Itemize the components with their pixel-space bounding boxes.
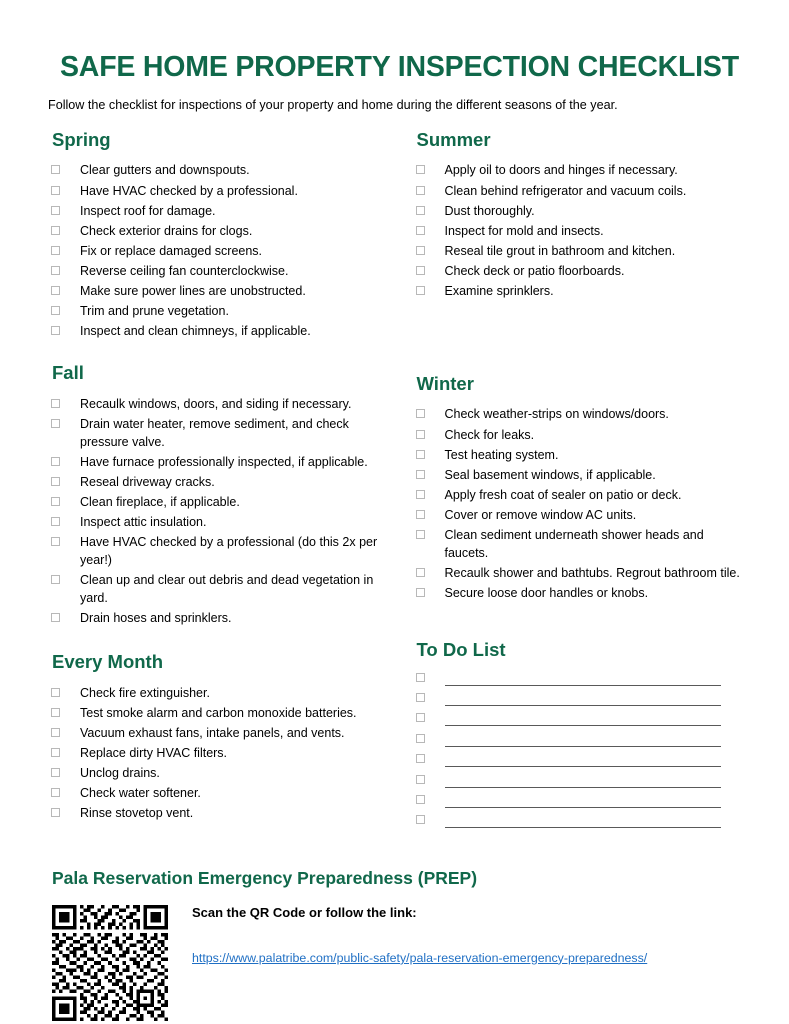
list-item[interactable] [413, 506, 742, 524]
list-item[interactable] [48, 262, 381, 280]
prep-title: Pala Reservation Emergency Preparedness (PREP) [52, 867, 478, 888]
empty-checkbox-icon[interactable] [416, 713, 425, 722]
empty-checkbox-icon[interactable] [416, 286, 425, 295]
list-item-label: Rinse stovetop vent. [80, 806, 194, 821]
section-title-every-month: Every Month [52, 651, 164, 673]
list-item[interactable] [413, 222, 742, 240]
section-summer [413, 130, 742, 300]
qr-code-wrapper [52, 901, 170, 1021]
list-item[interactable] [48, 395, 381, 413]
empty-checkbox-icon[interactable] [51, 477, 60, 486]
list-item[interactable] [48, 242, 381, 260]
list-item-label: Inspect and clean chimneys, if applicable. [80, 324, 311, 339]
section-title-fall: Fall [52, 362, 84, 384]
list-item-label: Clean behind refrigerator and vacuum coils. [444, 183, 687, 198]
empty-checkbox-icon[interactable] [51, 537, 60, 546]
empty-checkbox-icon[interactable] [416, 409, 425, 418]
list-item[interactable] [48, 202, 381, 220]
empty-checkbox-icon[interactable] [416, 815, 425, 824]
list-item-label: Check deck or patio floorboards. [444, 263, 625, 278]
empty-checkbox-icon[interactable] [416, 568, 425, 577]
list-item[interactable] [413, 526, 742, 562]
section-fall [48, 363, 381, 627]
list-item-label: Test smoke alarm and carbon monoxide batteries. [80, 705, 357, 720]
empty-checkbox-icon[interactable] [51, 688, 60, 697]
list-item-label: Replace dirty HVAC filters. [80, 746, 228, 761]
section-todo-list [413, 640, 742, 834]
checklist-columns [48, 130, 741, 835]
empty-checkbox-icon[interactable] [416, 734, 425, 743]
list-item[interactable] [413, 242, 742, 260]
list-item-label: Seal basement windows, if applicable. [444, 467, 656, 482]
list-item-label: Clear gutters and downspouts. [80, 163, 250, 178]
empty-checkbox-icon[interactable] [51, 728, 60, 737]
left-column [48, 130, 395, 835]
list-item-label: Clean up and clear out debris and dead vegetation in yard. [80, 573, 374, 606]
prep-footer [48, 869, 741, 1021]
list-item[interactable] [413, 202, 742, 220]
empty-checkbox-icon[interactable] [51, 206, 60, 215]
list-item-label: Dust thoroughly. [444, 203, 535, 218]
empty-checkbox-icon[interactable] [416, 510, 425, 519]
list-item-label: Recaulk windows, doors, and siding if necessary. [80, 396, 352, 411]
list-item[interactable] [413, 405, 742, 423]
empty-checkbox-icon[interactable] [416, 673, 425, 682]
empty-checkbox-icon[interactable] [51, 748, 60, 757]
empty-checkbox-icon[interactable] [416, 754, 425, 763]
write-in-line[interactable] [445, 746, 722, 747]
list-item-label: Cover or remove window AC units. [444, 507, 637, 522]
empty-checkbox-icon[interactable] [416, 530, 425, 539]
list-item[interactable] [413, 262, 742, 280]
list-item[interactable] [48, 704, 381, 722]
empty-checkbox-icon[interactable] [51, 186, 60, 195]
list-item-label: Have HVAC checked by a professional (do this 2x per year!) [80, 535, 378, 568]
empty-checkbox-icon[interactable] [416, 470, 425, 479]
list-item[interactable] [48, 804, 381, 822]
todo-row[interactable] [413, 814, 742, 834]
list-item-label: Apply fresh coat of sealer on patio or deck. [444, 487, 682, 502]
write-in-line[interactable] [445, 787, 722, 788]
list-item[interactable] [48, 182, 381, 200]
spacer [413, 604, 742, 640]
list-item[interactable] [48, 533, 381, 569]
page-title: SAFE HOME PROPERTY INSPECTION CHECKLIST [60, 51, 739, 83]
list-item[interactable] [48, 571, 381, 607]
todo-row[interactable] [413, 774, 742, 794]
list-item[interactable] [48, 302, 381, 320]
list-item-label: Trim and prune vegetation. [80, 304, 229, 319]
list-item-label: Have furnace professionally inspected, if applicable. [80, 454, 368, 469]
empty-checkbox-icon[interactable] [51, 613, 60, 622]
list-item[interactable] [48, 322, 381, 340]
empty-checkbox-icon[interactable] [416, 693, 425, 702]
empty-checkbox-icon[interactable] [51, 457, 60, 466]
list-item-label: Check fire extinguisher. [80, 685, 210, 700]
empty-checkbox-icon[interactable] [51, 575, 60, 584]
empty-checkbox-icon[interactable] [51, 165, 60, 174]
empty-checkbox-icon[interactable] [51, 708, 60, 717]
list-item[interactable] [48, 282, 381, 300]
list-item-label: Unclog drains. [80, 766, 160, 781]
prep-link[interactable]: https://www.palatribe.com/public-safety/pala-reservation-emergency-preparedness/ [192, 950, 648, 965]
list-item-label: Clean fireplace, if applicable. [80, 494, 240, 509]
list-item[interactable] [48, 744, 381, 762]
empty-checkbox-icon[interactable] [51, 788, 60, 797]
spacer [48, 629, 381, 652]
empty-checkbox-icon[interactable] [416, 795, 425, 804]
list-item[interactable] [413, 426, 742, 444]
list-item[interactable] [413, 446, 742, 464]
todo-row[interactable] [413, 672, 742, 692]
todo-row[interactable] [413, 753, 742, 773]
list-item-label: Have HVAC checked by a professional. [80, 183, 298, 198]
checklist-spring [48, 161, 381, 340]
list-item-label: Clean sediment underneath shower heads and faucets. [444, 527, 704, 560]
list-item[interactable] [48, 724, 381, 742]
write-in-line[interactable] [445, 725, 722, 726]
list-item-label: Apply oil to doors and hinges if necessary. [444, 163, 678, 178]
list-item-label: Reseal tile grout in bathroom and kitchen. [444, 243, 676, 258]
empty-checkbox-icon[interactable] [51, 326, 60, 335]
prep-scan-instruction: Scan the QR Code or follow the link: [192, 904, 417, 920]
empty-checkbox-icon[interactable] [416, 490, 425, 499]
list-item[interactable] [48, 222, 381, 240]
write-in-line[interactable] [445, 705, 722, 706]
list-item-label: Examine sprinklers. [444, 283, 554, 298]
list-item[interactable] [48, 684, 381, 702]
list-item-label: Fix or replace damaged screens. [80, 243, 263, 258]
empty-checkbox-icon[interactable] [416, 206, 425, 215]
list-item[interactable] [48, 473, 381, 491]
write-in-line[interactable] [445, 827, 722, 828]
list-item[interactable] [48, 764, 381, 782]
checklist-fall [48, 395, 381, 628]
section-every-month [48, 652, 381, 822]
empty-checkbox-icon[interactable] [416, 450, 425, 459]
list-item[interactable] [48, 453, 381, 471]
list-item-label: Drain water heater, remove sediment, and check pressure valve. [80, 416, 349, 449]
list-item[interactable] [413, 564, 742, 582]
list-item[interactable] [413, 584, 742, 602]
list-item[interactable] [413, 486, 742, 504]
page-subtitle: Follow the checklist for inspections of your property and home during the different seasons of the year. [48, 98, 618, 113]
empty-checkbox-icon[interactable] [51, 266, 60, 275]
empty-checkbox-icon[interactable] [416, 588, 425, 597]
checklist-summer [413, 161, 742, 300]
list-item-label: Inspect attic insulation. [80, 515, 207, 530]
write-in-line[interactable] [445, 766, 722, 767]
list-item[interactable] [48, 415, 381, 451]
list-item[interactable] [413, 182, 742, 200]
empty-checkbox-icon[interactable] [51, 808, 60, 817]
list-item-label: Check for leaks. [444, 427, 535, 442]
list-item-label: Vacuum exhaust fans, intake panels, and vents. [80, 725, 345, 740]
list-item[interactable] [48, 161, 381, 179]
todo-row[interactable] [413, 712, 742, 732]
list-item-label: Inspect for mold and insects. [444, 223, 604, 238]
list-item-label: Check water softener. [80, 786, 201, 801]
empty-checkbox-icon[interactable] [51, 226, 60, 235]
empty-checkbox-icon[interactable] [416, 775, 425, 784]
list-item[interactable] [413, 282, 742, 300]
list-item[interactable] [413, 161, 742, 179]
todo-row[interactable] [413, 794, 742, 814]
write-in-line[interactable] [445, 807, 722, 808]
list-item-label: Recaulk shower and bathtubs. Regrout bathroom tile. [444, 566, 740, 581]
empty-checkbox-icon[interactable] [51, 419, 60, 428]
list-item[interactable] [48, 513, 381, 531]
checklist-winter [413, 405, 742, 602]
empty-checkbox-icon[interactable] [416, 165, 425, 174]
checklist-todo [413, 672, 742, 835]
list-item-label: Make sure power lines are unobstructed. [80, 283, 306, 298]
list-item[interactable] [413, 466, 742, 484]
prep-body [52, 901, 741, 1021]
empty-checkbox-icon[interactable] [51, 517, 60, 526]
section-winter [413, 374, 742, 602]
empty-checkbox-icon[interactable] [416, 246, 425, 255]
empty-checkbox-icon[interactable] [51, 306, 60, 315]
empty-checkbox-icon[interactable] [416, 430, 425, 439]
list-item-label: Check exterior drains for clogs. [80, 223, 253, 238]
empty-checkbox-icon[interactable] [51, 399, 60, 408]
section-title-summer: Summer [416, 129, 491, 151]
write-in-line[interactable] [445, 685, 722, 686]
list-item[interactable] [48, 609, 381, 627]
qr-code-icon[interactable] [52, 905, 168, 1021]
empty-checkbox-icon[interactable] [51, 768, 60, 777]
empty-checkbox-icon[interactable] [416, 226, 425, 235]
section-title-spring: Spring [52, 129, 111, 151]
empty-checkbox-icon[interactable] [416, 186, 425, 195]
list-item-label: Drain hoses and sprinklers. [80, 611, 232, 626]
section-spring [48, 130, 381, 340]
prep-text-block [170, 901, 741, 967]
section-title-todo-list: To Do List [416, 639, 506, 661]
list-item-label: Check weather-strips on windows/doors. [444, 407, 669, 422]
todo-row[interactable] [413, 692, 742, 712]
list-item[interactable] [48, 784, 381, 802]
checklist-every-month [48, 684, 381, 823]
list-item-label: Reverse ceiling fan counterclockwise. [80, 263, 289, 278]
empty-checkbox-icon[interactable] [416, 266, 425, 275]
list-item-label: Reseal driveway cracks. [80, 474, 215, 489]
right-column [395, 130, 742, 835]
list-item[interactable] [48, 493, 381, 511]
list-item-label: Inspect roof for damage. [80, 203, 216, 218]
empty-checkbox-icon[interactable] [51, 246, 60, 255]
todo-row[interactable] [413, 733, 742, 753]
spacer [48, 342, 381, 363]
empty-checkbox-icon[interactable] [51, 286, 60, 295]
list-item-label: Secure loose door handles or knobs. [444, 586, 649, 601]
empty-checkbox-icon[interactable] [51, 497, 60, 506]
section-title-winter: Winter [416, 373, 474, 395]
list-item-label: Test heating system. [444, 447, 559, 462]
spacer [413, 302, 742, 374]
